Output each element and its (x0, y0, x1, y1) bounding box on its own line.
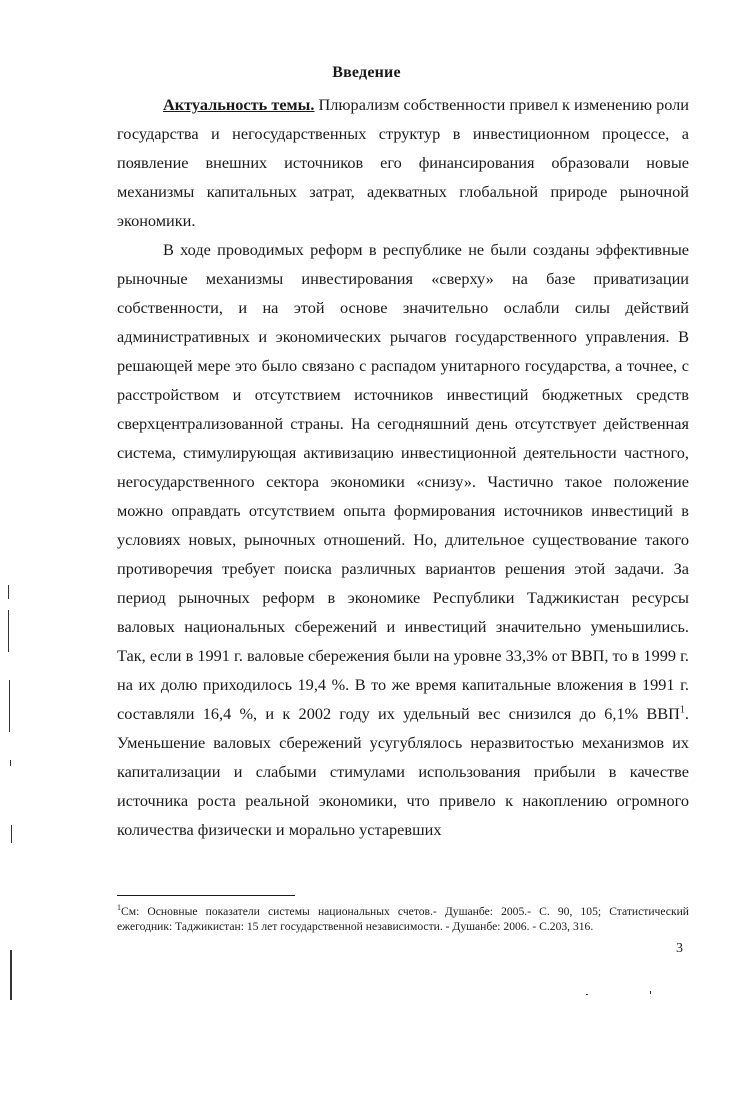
footnote-divider (117, 895, 295, 896)
section-heading: Введение (332, 64, 401, 81)
scan-artifact (8, 585, 9, 599)
footnote-reference: 1 (679, 704, 685, 716)
paragraph-relevance (117, 90, 689, 235)
scan-artifact (10, 950, 12, 1000)
paragraph-reforms-continuation: . Уменьшение валовых сбережений усугублялось неразвитостью механизмов их капитализации и слабыми стимулами использования прибыли в качестве источника роста реальной экономики, что привело к накоплению огромного количества физически и морально устаревших (117, 704, 689, 839)
body-text (117, 90, 689, 844)
scan-artifact (11, 825, 12, 843)
lead-term: Актуальность темы. (163, 95, 315, 114)
page-number: 3 (676, 941, 683, 956)
scan-artifact (650, 991, 651, 994)
paragraph-reforms (117, 235, 689, 844)
footnote-mark: 1 (117, 903, 121, 913)
scan-artifact (8, 610, 9, 652)
footnote-text: См: Основные показатели системы национальных счетов.- Душанбе: 2005.- С. 90, 105; Статистический ежегодник: Таджикистан: 15 лет государственной независимости. - Душанбе: 2006. - С.203, 316. (117, 905, 689, 933)
paragraph-relevance-text: Плюрализм собственности привел к изменению роли государства и негосударственных структур в инвестиционном процессе, а появление внешних источников его финансирования образовали новые механизмы капитальных затрат, адекватных глобальной природе рыночной экономики. (117, 95, 689, 230)
scan-artifact (586, 994, 588, 995)
scan-artifact (10, 760, 11, 766)
paragraph-reforms-text: В ходе проводимых реформ в республике не были созданы эффективные рыночные механизмы инвестирования «сверху» на базе приватизации собственности, и на этой основе значительно ослабли силы действий административных и экономических рычагов государственного управления. В решающей мере это было связано с распадом унитарного государства, а точнее, с расстройством и отсутствием источников инвестиций бюджетных средств сверхцентрализованной страны. На сегодняшний день отсутствует действенная система, стимулирующая активизацию инвестиционной деятельности частного, негосударственного сектора экономики «снизу». Частично такое положение можно оправдать отсутствием опыта формирования источников инвестиций в условиях новых, рыночных отношений. Но, длительное существование такого противоречия требует поиска различных вариантов решения этой задачи. За период рыночных реформ в экономике Республики Таджикистан ресурсы валовых национальных сбережений и инвестиций значительно уменьшились. Так, если в 1991 г. валовые сбережения были на уровне 33,3% от ВВП, то в 1999 г. на их долю приходилось 19,4 %. В то же время капитальные вложения в 1991 г. составляли 16,4 %, и к 2002 году их удельный вес снизился до 6,1% ВВП (117, 240, 689, 723)
scan-artifact (9, 680, 10, 732)
footnote (117, 904, 689, 934)
